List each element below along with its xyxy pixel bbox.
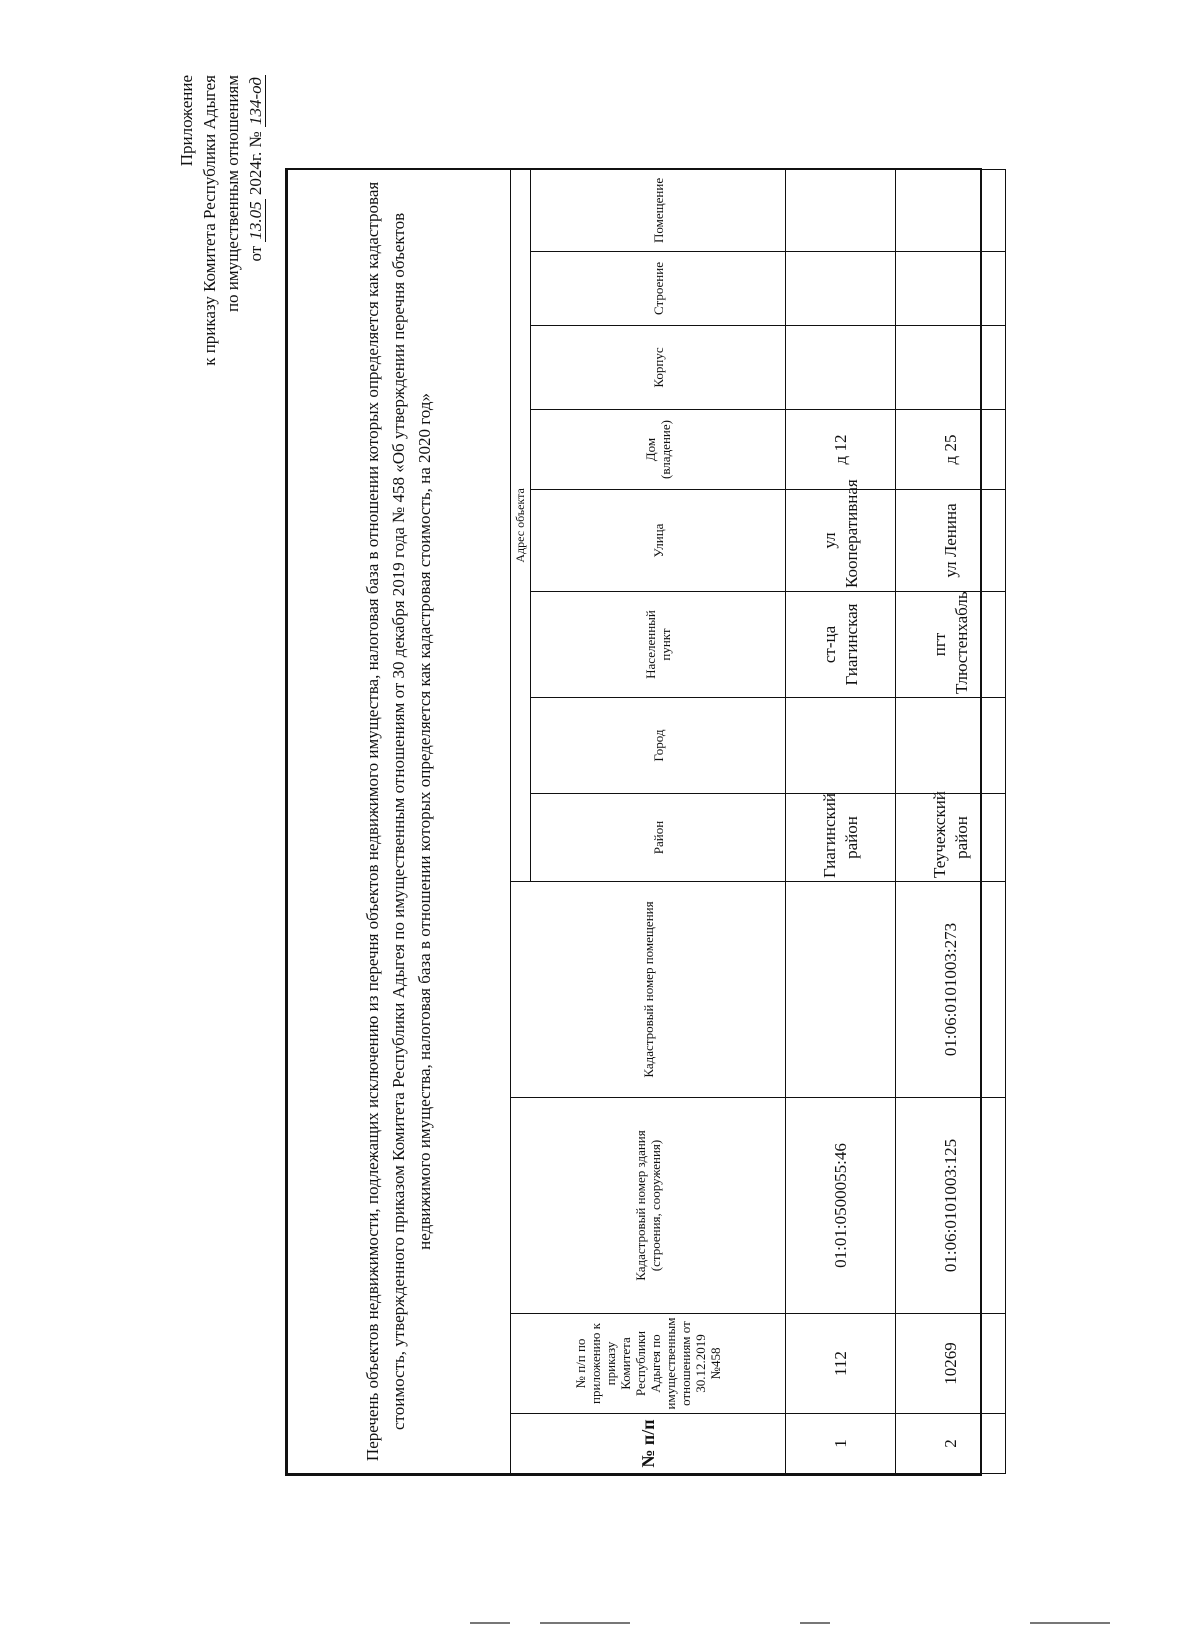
header-room-cadastral: Кадастровый номер помещения bbox=[511, 882, 786, 1098]
appendix-order-line: к приказу Комитета Республики Адыгея bbox=[200, 75, 219, 366]
cell-block bbox=[896, 326, 1006, 410]
appendix-order-number-handwritten: 134-од bbox=[246, 77, 265, 126]
cell-street: ул Ленина bbox=[896, 490, 1006, 592]
cell-room-cadastral bbox=[786, 882, 896, 1098]
cell-block bbox=[786, 326, 896, 410]
cell-appendix-num: 10269 bbox=[896, 1314, 1006, 1414]
document-title: Перечень объектов недвижимости, подлежащих исключению из перечня объектов недвижимого имущества, налоговая база в отношении которых определяется как кадастровая стоимость, утвержденного приказом Комитета Республики Адыгея по имущественным отношениям от 30 декабря 2019 года № 458 «Об утверждении перечня объектов недвижимого имущества, налоговая база в отношении которых определяется как кадастровая стоимость, на 2020 год» bbox=[288, 169, 511, 1473]
table-row bbox=[786, 169, 896, 1473]
appendix-date-handwritten: 13.05 bbox=[246, 201, 265, 240]
cell-city bbox=[786, 698, 896, 794]
header-settlement: Населенный пункт bbox=[531, 592, 786, 698]
cell-num: 2 bbox=[896, 1414, 1006, 1474]
cell-room bbox=[896, 169, 1006, 251]
header-street: Улица bbox=[531, 490, 786, 592]
cell-settlement: пгт Тлюстенхабль bbox=[896, 592, 1006, 698]
property-table bbox=[287, 169, 1006, 1474]
appendix-header bbox=[175, 75, 265, 395]
cell-structure bbox=[896, 252, 1006, 326]
cell-street: ул Кооперативная bbox=[786, 490, 896, 592]
cell-room bbox=[786, 169, 896, 251]
cell-building-cadastral: 01:01:0500055:46 bbox=[786, 1098, 896, 1314]
document-table-frame bbox=[285, 168, 982, 1476]
cell-district: Теучежский район bbox=[896, 794, 1006, 882]
table-row bbox=[896, 169, 1006, 1473]
cell-settlement: ст-ца Гиагинская bbox=[786, 592, 896, 698]
appendix-year-number-label: 2024г. № bbox=[246, 131, 265, 196]
cell-num: 1 bbox=[786, 1414, 896, 1474]
header-appendix-num: № п/п по приложению к приказу Комитета Республики Адыгея по имущественным отношениям от 30.12.2019 №458 bbox=[511, 1314, 786, 1414]
cell-house: д 25 bbox=[896, 410, 1006, 490]
header-building-cadastral: Кадастровый номер здания (строения, сооружения) bbox=[511, 1098, 786, 1314]
cell-structure bbox=[786, 252, 896, 326]
appendix-date-prefix: от bbox=[246, 245, 265, 262]
appendix-committee-line: по имущественным отношениям bbox=[223, 75, 242, 313]
scan-artifact-marks bbox=[470, 1622, 1170, 1626]
header-address-group: Адрес объекта bbox=[511, 169, 531, 881]
header-house: Дом (владение) bbox=[531, 410, 786, 490]
header-structure: Строение bbox=[531, 252, 786, 326]
cell-house: д 12 bbox=[786, 410, 896, 490]
cell-room-cadastral: 01:06:0101003:273 bbox=[896, 882, 1006, 1098]
cell-building-cadastral: 01:06:0101003:125 bbox=[896, 1098, 1006, 1314]
appendix-title: Приложение bbox=[177, 75, 196, 167]
cell-city bbox=[896, 698, 1006, 794]
header-block: Корпус bbox=[531, 326, 786, 410]
header-num: № п/п bbox=[511, 1414, 786, 1474]
header-city: Город bbox=[531, 698, 786, 794]
rotated-content bbox=[287, 170, 980, 1474]
cell-appendix-num: 112 bbox=[786, 1314, 896, 1414]
appendix-date-line bbox=[244, 75, 267, 395]
header-room: Помещение bbox=[531, 169, 786, 251]
header-district: Район bbox=[531, 794, 786, 882]
cell-district: Гиагинский район bbox=[786, 794, 896, 882]
